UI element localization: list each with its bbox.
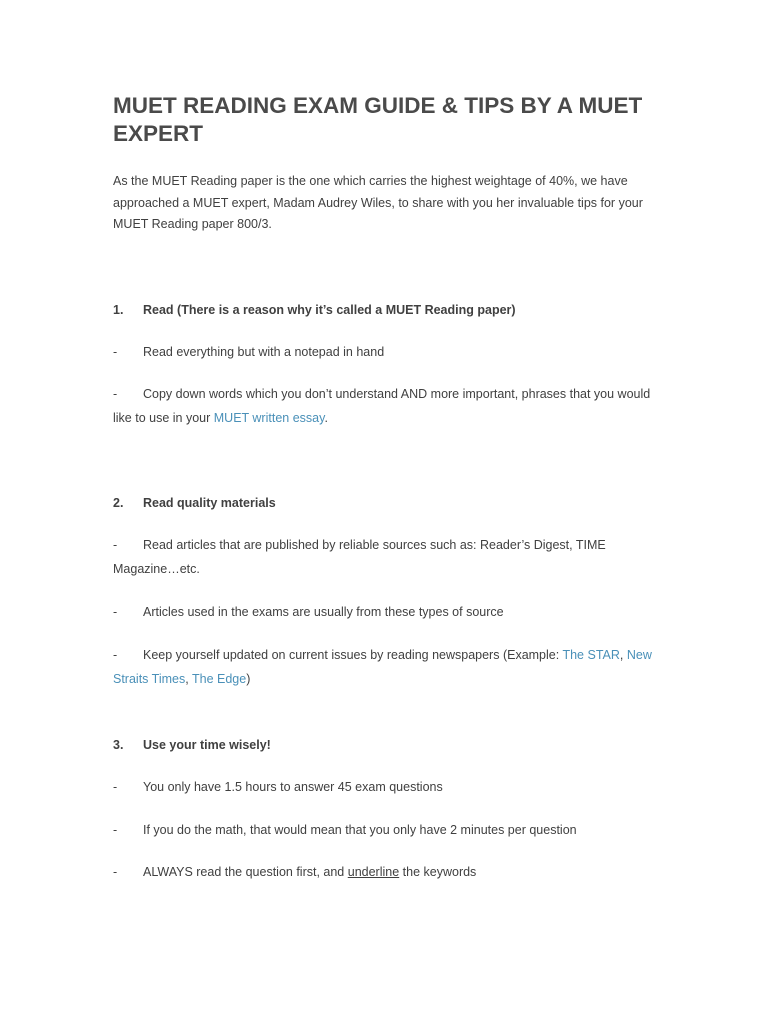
list-item [113,860,653,884]
bullet-dash: - [113,538,118,552]
intro-paragraph: As the MUET Reading paper is the one which carries the highest weightage of 40%, we have approached a MUET expert, Madam Audrey Wiles, to share with you her invaluable tips for your MUET Reading paper 800/3. [113,174,643,231]
section-number: 1. [113,303,124,317]
the-star-link[interactable]: The STAR [562,648,620,662]
bullet-text-end: the keywords [399,865,477,879]
bullet-dash: - [113,345,118,359]
section-heading-text: Use your time wisely! [143,738,271,752]
section-3-heading [113,736,653,754]
bullet-text-end: . [324,411,328,425]
list-item [113,643,653,691]
bullet-dash: - [113,605,118,619]
bullet-text-end: ) [246,672,251,686]
bullet-dash: - [113,387,118,401]
bullet-text: You only have 1.5 hours to answer 45 exam questions [143,780,443,794]
section-number: 2. [113,496,124,510]
separator: , [619,648,627,662]
list-item [113,382,653,430]
bullet-dash: - [113,865,118,879]
bullet-text: Keep yourself updated on current issues by reading newspapers (Example: [143,648,563,662]
list-item [113,818,653,842]
bullet-dash: - [113,648,118,662]
bullet-dash: - [113,780,118,794]
muet-written-essay-link[interactable]: MUET written essay [213,411,325,425]
the-edge-link[interactable]: The Edge [191,672,247,686]
section-heading-text: Read quality materials [143,496,276,510]
list-item [113,600,653,624]
list-item [113,533,653,581]
bullet-text: Copy down words which you don’t understand AND more important, phrases that you would like to use in your [113,387,651,425]
list-item [113,775,653,799]
bullet-text: Read everything but with a notepad in hand [143,345,385,359]
underlined-word: underline [347,865,400,879]
bullet-text: Articles used in the exams are usually from these types of source [143,605,504,619]
bullet-text: ALWAYS read the question first, and [143,865,348,879]
page-title: MUET READING EXAM GUIDE & TIPS BY A MUET EXPERT [113,93,643,146]
section-1-heading [113,301,653,319]
section-2-heading [113,494,653,512]
section-number: 3. [113,738,124,752]
bullet-text: Read articles that are published by reliable sources such as: Reader’s Digest, TIME Magazine…etc. [113,538,606,576]
bullet-text: If you do the math, that would mean that you only have 2 minutes per question [143,823,577,837]
section-heading-text: Read (There is a reason why it’s called a MUET Reading paper) [143,303,516,317]
new-straits-times-link[interactable]: New Straits Times [113,648,652,686]
list-item [113,340,653,364]
bullet-dash: - [113,823,118,837]
separator: , [185,672,192,686]
